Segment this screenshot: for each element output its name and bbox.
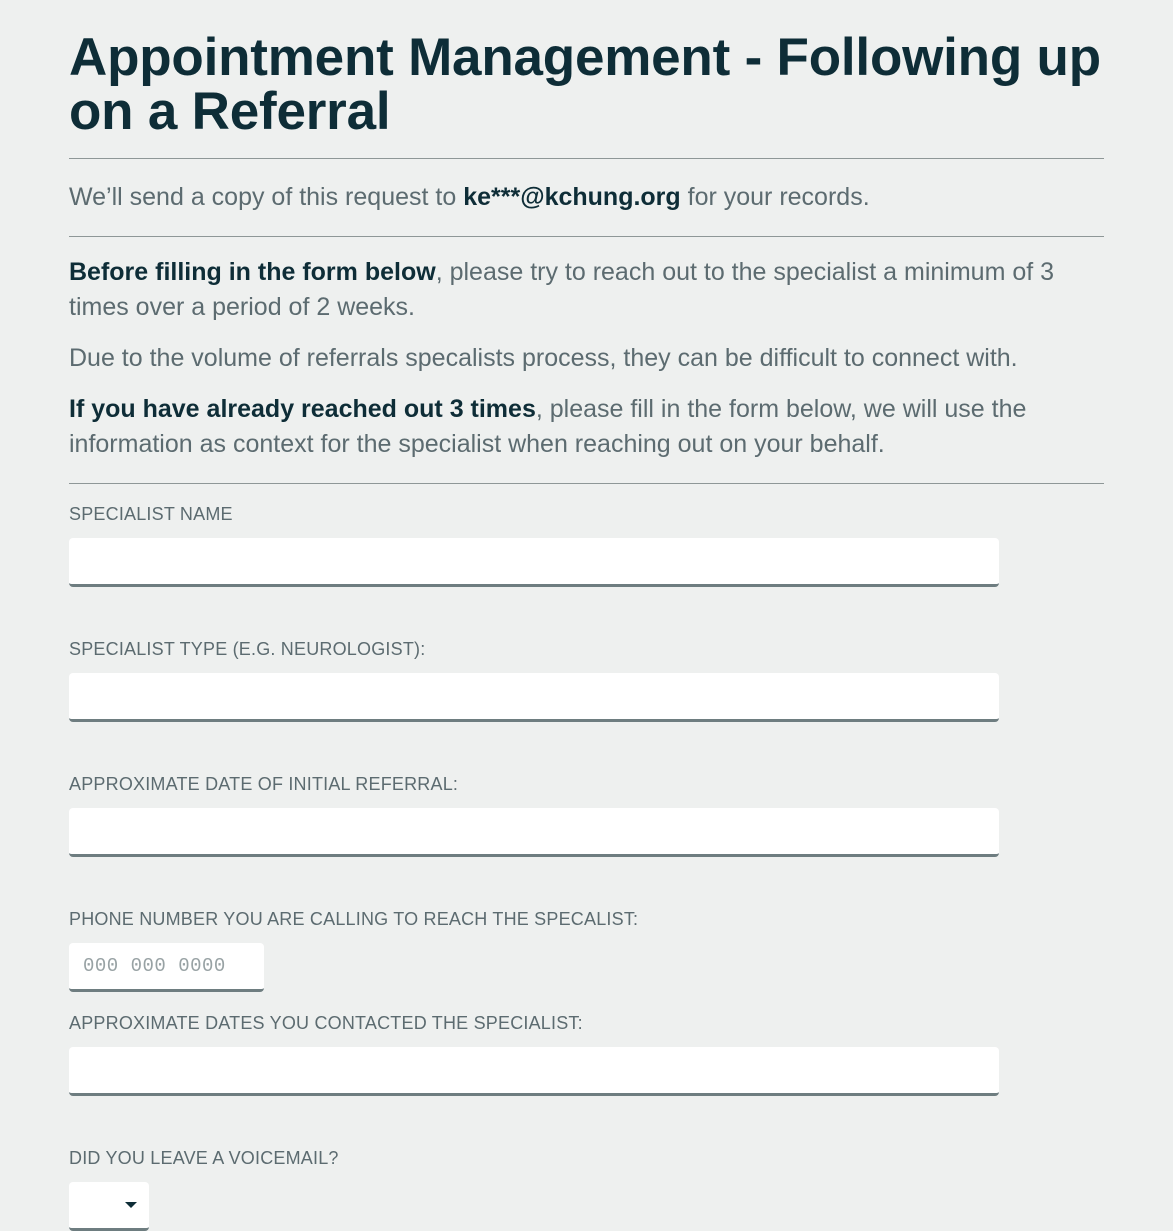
instructions-paragraph-3: [69, 392, 1104, 462]
masked-email: ke***@kchung.org: [463, 183, 681, 211]
phone-number-input[interactable]: [69, 943, 264, 992]
instructions-3-bold: If you have already reached out 3 times: [69, 395, 536, 423]
contact-dates-label: APPROXIMATE DATES YOU CONTACTED THE SPECIALIST:: [69, 1013, 583, 1033]
instructions-paragraph-2: Due to the volume of referrals specalists process, they can be difficult to connect with.: [69, 344, 1018, 372]
instructions-1-bold: Before filling in the form below: [69, 258, 436, 286]
referral-date-label: APPROXIMATE DATE OF INITIAL REFERRAL:: [69, 774, 459, 794]
referral-date-input[interactable]: [69, 808, 999, 857]
specialist-type-field: [69, 638, 1104, 722]
specialist-name-field: [69, 503, 1104, 587]
instructions-1-text: , please try to reach out to the specialist a minimum of 3 times over a period of 2 weeks.: [69, 258, 1055, 321]
instructions-paragraph-1: [69, 255, 1104, 325]
divider: [69, 236, 1104, 237]
phone-number-field: [69, 908, 1104, 992]
specialist-type-input[interactable]: [69, 673, 999, 722]
specialist-type-label: SPECIALIST TYPE (E.G. NEUROLOGIST):: [69, 639, 426, 659]
page-title: Appointment Management - Following up on a Referral: [69, 28, 1101, 141]
email-notice: [69, 182, 1104, 212]
divider: [69, 483, 1104, 484]
voicemail-select[interactable]: [69, 1182, 149, 1231]
voicemail-field: [69, 1147, 1104, 1231]
caret-down-icon: [125, 1202, 137, 1208]
specialist-name-input[interactable]: [69, 538, 999, 587]
email-notice-prefix: We’ll send a copy of this request to: [69, 183, 464, 211]
phone-number-label: PHONE NUMBER YOU ARE CALLING TO REACH THE SPECALIST:: [69, 909, 639, 929]
instructions-3-text: , please fill in the form below, we will use the information as context for the specialist when reaching out on your behalf.: [69, 395, 1027, 458]
contact-dates-input[interactable]: [69, 1047, 999, 1096]
referral-date-field: [69, 773, 1104, 857]
email-notice-suffix: for your records.: [680, 183, 870, 211]
voicemail-label: DID YOU LEAVE A VOICEMAIL?: [69, 1148, 339, 1168]
specialist-name-label: SPECIALIST NAME: [69, 504, 233, 524]
contact-dates-field: [69, 1012, 1104, 1096]
divider: [69, 158, 1104, 159]
